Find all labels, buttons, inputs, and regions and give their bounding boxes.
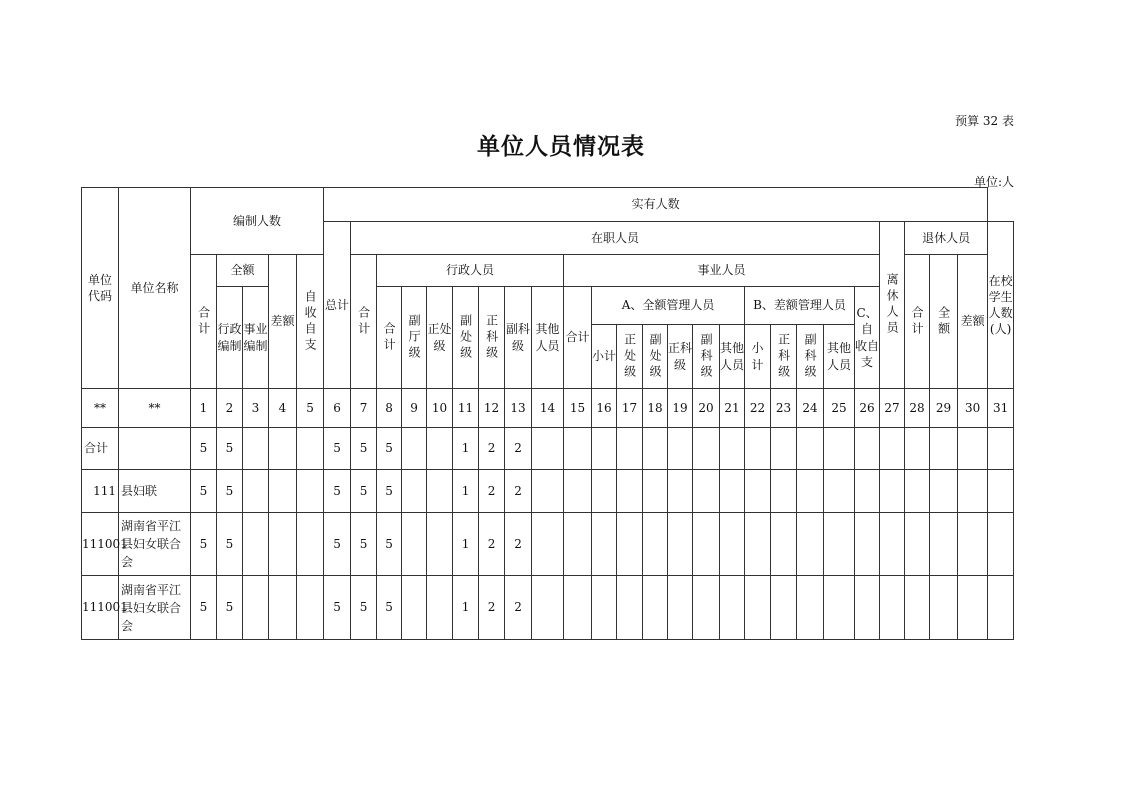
row-cell [720, 428, 745, 470]
row-cell [905, 513, 930, 576]
header-qita: 其他 人员 [532, 287, 564, 389]
row-cell [693, 470, 720, 513]
num-cell: 3 [243, 389, 269, 428]
num-cell: 22 [745, 389, 771, 428]
row-cell [402, 513, 427, 576]
row-cell [668, 576, 693, 640]
num-cell: 9 [402, 389, 427, 428]
header-quane: 全额 [217, 255, 269, 287]
num-cell: 28 [905, 389, 930, 428]
header-zheng-chu: 正处 级 [427, 287, 453, 389]
row-cell [269, 470, 297, 513]
table-row [82, 576, 1014, 640]
row-cell [720, 576, 745, 640]
row-cell: 5 [191, 513, 217, 576]
row-cell [564, 470, 592, 513]
row-cell [532, 576, 564, 640]
row-cell [427, 576, 453, 640]
row-cell [988, 576, 1014, 640]
row-cell [771, 513, 797, 576]
row-cell [824, 576, 855, 640]
num-name: ** [119, 389, 191, 428]
row-cell: 5 [191, 428, 217, 470]
row-cell [592, 576, 617, 640]
row-cell: 5 [217, 513, 243, 576]
header-a-quane: A、全额管理人员 [592, 287, 745, 325]
num-cell: 1 [191, 389, 217, 428]
row-cell [988, 428, 1014, 470]
row-cell [958, 576, 988, 640]
header-zaizhi: 在职人员 [351, 222, 880, 255]
row-cell [745, 576, 771, 640]
num-cell: 16 [592, 389, 617, 428]
header-unit-name: 单位名称 [119, 188, 191, 389]
row-cell [771, 428, 797, 470]
row-cell [880, 576, 905, 640]
row-cell [643, 470, 668, 513]
row-cell [402, 428, 427, 470]
header-fu-ting: 副厅级 [402, 287, 427, 389]
row-cell [930, 576, 958, 640]
row-cell: 5 [351, 428, 377, 470]
header-shiye-heji: 合计 [564, 287, 592, 389]
header-a-qita: 其他 人员 [720, 325, 745, 389]
header-bianzhi-heji: 合计 [191, 255, 217, 389]
row-cell [427, 513, 453, 576]
row-cell [905, 428, 930, 470]
row-cell [930, 428, 958, 470]
row-cell [824, 513, 855, 576]
header-xingzheng: 行政人员 [377, 255, 564, 287]
row-cell: 5 [324, 428, 351, 470]
row-cell: 5 [217, 428, 243, 470]
row-cell [592, 513, 617, 576]
row-name: 湖南省平江县妇女联合会 [119, 513, 191, 576]
num-cell: 31 [988, 389, 1014, 428]
row-cell [905, 576, 930, 640]
row-cell [243, 513, 269, 576]
row-cell: 1 [453, 576, 479, 640]
row-cell: 2 [505, 470, 532, 513]
num-cell: 21 [720, 389, 745, 428]
header-shiye: 事业人员 [564, 255, 880, 287]
header-zishou: 自收自支 [297, 255, 324, 389]
row-cell: 5 [324, 513, 351, 576]
row-cell [720, 470, 745, 513]
row-name: 县妇联 [119, 470, 191, 513]
row-cell: 5 [377, 513, 402, 576]
num-cell: 14 [532, 389, 564, 428]
row-cell [745, 428, 771, 470]
row-code: 111001 [82, 513, 119, 576]
row-cell [855, 428, 880, 470]
num-cell: 18 [643, 389, 668, 428]
header-b-xiaoji: 小 计 [745, 325, 771, 389]
header-a-zheng-chu: 正处级 [617, 325, 643, 389]
row-name: 湖南省平江县妇女联合会 [119, 576, 191, 640]
header-lixiu: 离休人员 [880, 222, 905, 389]
num-cell: 24 [797, 389, 824, 428]
header-tuixiu: 退休人员 [905, 222, 988, 255]
header-a-xiaoji: 小计 [592, 325, 617, 389]
header-b-fu-ke: 副科级 [797, 325, 824, 389]
row-cell [930, 470, 958, 513]
header-b-chae: B、差额管理人员 [745, 287, 855, 325]
row-cell [797, 428, 824, 470]
row-cell [564, 576, 592, 640]
row-cell [427, 428, 453, 470]
num-cell: 6 [324, 389, 351, 428]
row-cell [592, 470, 617, 513]
row-cell [855, 513, 880, 576]
header-a-fu-chu: 副处级 [643, 325, 668, 389]
num-cell: 12 [479, 389, 505, 428]
header-zaizhi-heji: 合计 [351, 255, 377, 389]
header-shiye-bianzhi: 事业 编制 [243, 287, 269, 389]
row-code: 合计 [82, 428, 119, 470]
header-fu-ke: 副科 级 [505, 287, 532, 389]
header-xingzheng-heji: 合计 [377, 287, 402, 389]
num-cell: 8 [377, 389, 402, 428]
header-c-zishou: C、自 收自 支 [855, 287, 880, 389]
row-cell [745, 513, 771, 576]
num-cell: 4 [269, 389, 297, 428]
row-cell [880, 513, 905, 576]
row-cell [824, 470, 855, 513]
row-cell [771, 470, 797, 513]
row-cell [617, 470, 643, 513]
row-cell [771, 576, 797, 640]
num-cell: 7 [351, 389, 377, 428]
unit-label: 单位:人 [973, 175, 1014, 189]
row-cell [617, 428, 643, 470]
row-cell [564, 513, 592, 576]
row-cell [617, 513, 643, 576]
row-cell [745, 470, 771, 513]
row-cell [988, 470, 1014, 513]
header-unit-code: 单位 代码 [82, 188, 119, 389]
row-cell [855, 470, 880, 513]
row-cell [958, 470, 988, 513]
row-cell [269, 513, 297, 576]
row-cell [532, 470, 564, 513]
row-cell [297, 576, 324, 640]
row-cell [958, 428, 988, 470]
row-cell: 2 [479, 470, 505, 513]
row-cell: 5 [351, 576, 377, 640]
header-xingzheng-bianzhi: 行政 编制 [217, 287, 243, 389]
num-cell: 10 [427, 389, 453, 428]
row-cell [243, 576, 269, 640]
row-cell [824, 428, 855, 470]
row-cell: 5 [324, 576, 351, 640]
row-cell [617, 576, 643, 640]
num-cell: 11 [453, 389, 479, 428]
row-cell: 5 [377, 470, 402, 513]
row-cell [797, 513, 824, 576]
num-cell: 29 [930, 389, 958, 428]
header-fu-chu: 副处级 [453, 287, 479, 389]
row-cell [855, 576, 880, 640]
row-cell [643, 576, 668, 640]
row-cell [958, 513, 988, 576]
num-code: ** [82, 389, 119, 428]
row-cell [269, 428, 297, 470]
num-cell: 5 [297, 389, 324, 428]
row-cell: 5 [191, 576, 217, 640]
header-zaixiao: 在校 学生 人数 (人) [988, 222, 1014, 389]
row-cell [532, 428, 564, 470]
row-cell: 2 [479, 513, 505, 576]
row-cell: 5 [377, 576, 402, 640]
personnel-table [81, 187, 1014, 640]
row-cell [402, 470, 427, 513]
header-zongji: 总计 [324, 222, 351, 389]
header-tuixiu-heji: 合计 [905, 255, 930, 389]
row-cell [643, 513, 668, 576]
column-number-row [82, 389, 1014, 428]
row-cell: 5 [191, 470, 217, 513]
header-a-zheng-ke: 正科 级 [668, 325, 693, 389]
table-row [82, 470, 1014, 513]
row-code: 111001 [82, 576, 119, 640]
num-cell: 19 [668, 389, 693, 428]
row-cell [592, 428, 617, 470]
header-chae: 差额 [269, 255, 297, 389]
row-cell [693, 513, 720, 576]
row-cell [693, 576, 720, 640]
header-a-fu-ke: 副科级 [693, 325, 720, 389]
num-cell: 13 [505, 389, 532, 428]
row-cell [243, 428, 269, 470]
header-zheng-ke: 正科级 [479, 287, 505, 389]
table-row [82, 428, 1014, 470]
row-cell: 2 [505, 428, 532, 470]
row-cell [880, 470, 905, 513]
row-cell [797, 576, 824, 640]
row-cell: 2 [505, 576, 532, 640]
row-cell [668, 428, 693, 470]
row-cell: 5 [217, 576, 243, 640]
header-tuixiu-quane: 全额 [930, 255, 958, 389]
row-cell [243, 470, 269, 513]
header-b-qita: 其他 人员 [824, 325, 855, 389]
row-cell [297, 470, 324, 513]
row-cell [668, 513, 693, 576]
num-cell: 27 [880, 389, 905, 428]
row-cell: 2 [505, 513, 532, 576]
num-cell: 2 [217, 389, 243, 428]
header-tuixiu-chae: 差额 [958, 255, 988, 389]
row-cell [693, 428, 720, 470]
row-cell: 1 [453, 428, 479, 470]
num-cell: 15 [564, 389, 592, 428]
row-cell [297, 513, 324, 576]
num-cell: 30 [958, 389, 988, 428]
num-cell: 17 [617, 389, 643, 428]
table-row [82, 513, 1014, 576]
row-cell [402, 576, 427, 640]
row-name [119, 428, 191, 470]
row-cell [930, 513, 958, 576]
page-title: 单位人员情况表 [477, 133, 645, 160]
row-cell: 5 [351, 470, 377, 513]
header-shiyou: 实有人数 [324, 188, 988, 222]
num-cell: 26 [855, 389, 880, 428]
row-cell [427, 470, 453, 513]
row-cell [297, 428, 324, 470]
num-cell: 23 [771, 389, 797, 428]
row-cell [720, 513, 745, 576]
header-bianzhi: 编制人数 [191, 188, 324, 255]
row-cell [988, 513, 1014, 576]
row-cell [797, 470, 824, 513]
num-cell: 25 [824, 389, 855, 428]
row-cell: 5 [351, 513, 377, 576]
row-cell: 5 [324, 470, 351, 513]
header-b-zheng-ke: 正科级 [771, 325, 797, 389]
row-cell [880, 428, 905, 470]
num-cell: 20 [693, 389, 720, 428]
row-cell: 5 [217, 470, 243, 513]
row-cell: 1 [453, 470, 479, 513]
row-cell: 2 [479, 576, 505, 640]
row-cell [564, 428, 592, 470]
row-cell [532, 513, 564, 576]
row-cell: 1 [453, 513, 479, 576]
row-cell: 2 [479, 428, 505, 470]
row-code: 111 [82, 470, 119, 513]
row-cell [269, 576, 297, 640]
row-cell [643, 428, 668, 470]
row-cell: 5 [377, 428, 402, 470]
form-number: 预算 32 表 [955, 114, 1014, 128]
row-cell [668, 470, 693, 513]
row-cell [905, 470, 930, 513]
